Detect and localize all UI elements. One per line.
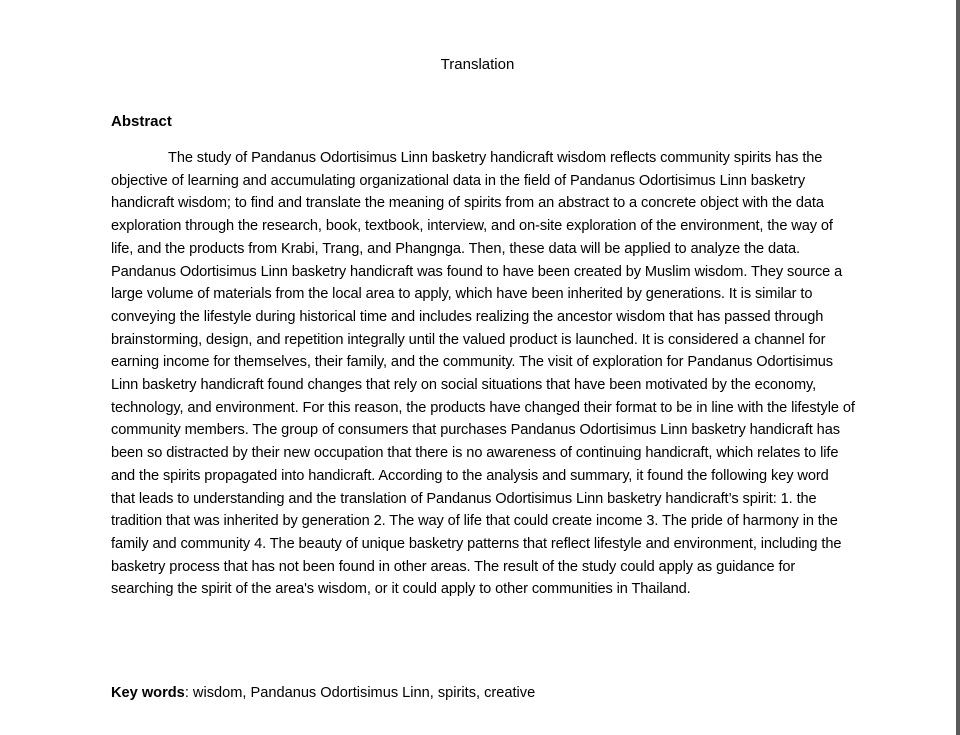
keywords-label: Key words [111,685,185,701]
document-title: Translation [440,56,515,73]
abstract-paragraph: The study of Pandanus Odortisimus Linn basketry handicraft wisdom reflects community spirits has the objective of learning and accumulating organizational data in the field of Pandanus Odortisimus Linn basketry handicraft wisdom; to find and translate the meaning of spirits from an abstract to a concrete object with the data exploration through the research, book, textbook, interview, and on-site exploration of the environment, the way of life, and the products from Krabi, Trang, and Phangnga. Then, these data will be applied to analyze the data. Pandanus Odortisimus Linn basketry handicraft was found to have been created by Muslim wisdom. They source a large volume of materials from the local area to apply, which have been inherited by generations. It is similar to conveying the lifestyle during historical time and includes realizing the ancestor wisdom that has passed through brainstorming, design, and repetition integrally until the valued product is launched. It is considered a channel for earning income for themselves, their family, and the community. The visit of exploration for Pandanus Odortisimus Linn basketry handicraft found changes that rely on social situations that have been motivated by the economy, technology, and environment. For this reason, the products have changed their format to be in line with the lifestyle of community members. The group of consumers that purchases Pandanus Odortisimus Linn basketry handicraft has been so distracted by their new occupation that there is no awareness of continuing handicraft, which relates to life and the spirits propagated into handicraft. According to the analysis and summary, it found the following key word that leads to understanding and the translation of Pandanus Odortisimus Linn basketry handicraft’s spirit: 1. the tradition that was inherited by generation 2. The way of life that could create income 3. The pride of harmony in the family and community 4. The beauty of unique basketry patterns that reflect lifestyle and environment, including the basketry process that has not been found in other areas. The result of the study could apply as guidance for searching the spirit of the area's wisdom, or it could apply to other communities in Thailand. [111,150,855,598]
keywords-line [111,683,856,703]
keywords-list: : wisdom, Pandanus Odortisimus Linn, spirits, creative [184,685,536,701]
abstract-heading: Abstract [111,113,172,130]
page-edge-divider [956,0,960,735]
